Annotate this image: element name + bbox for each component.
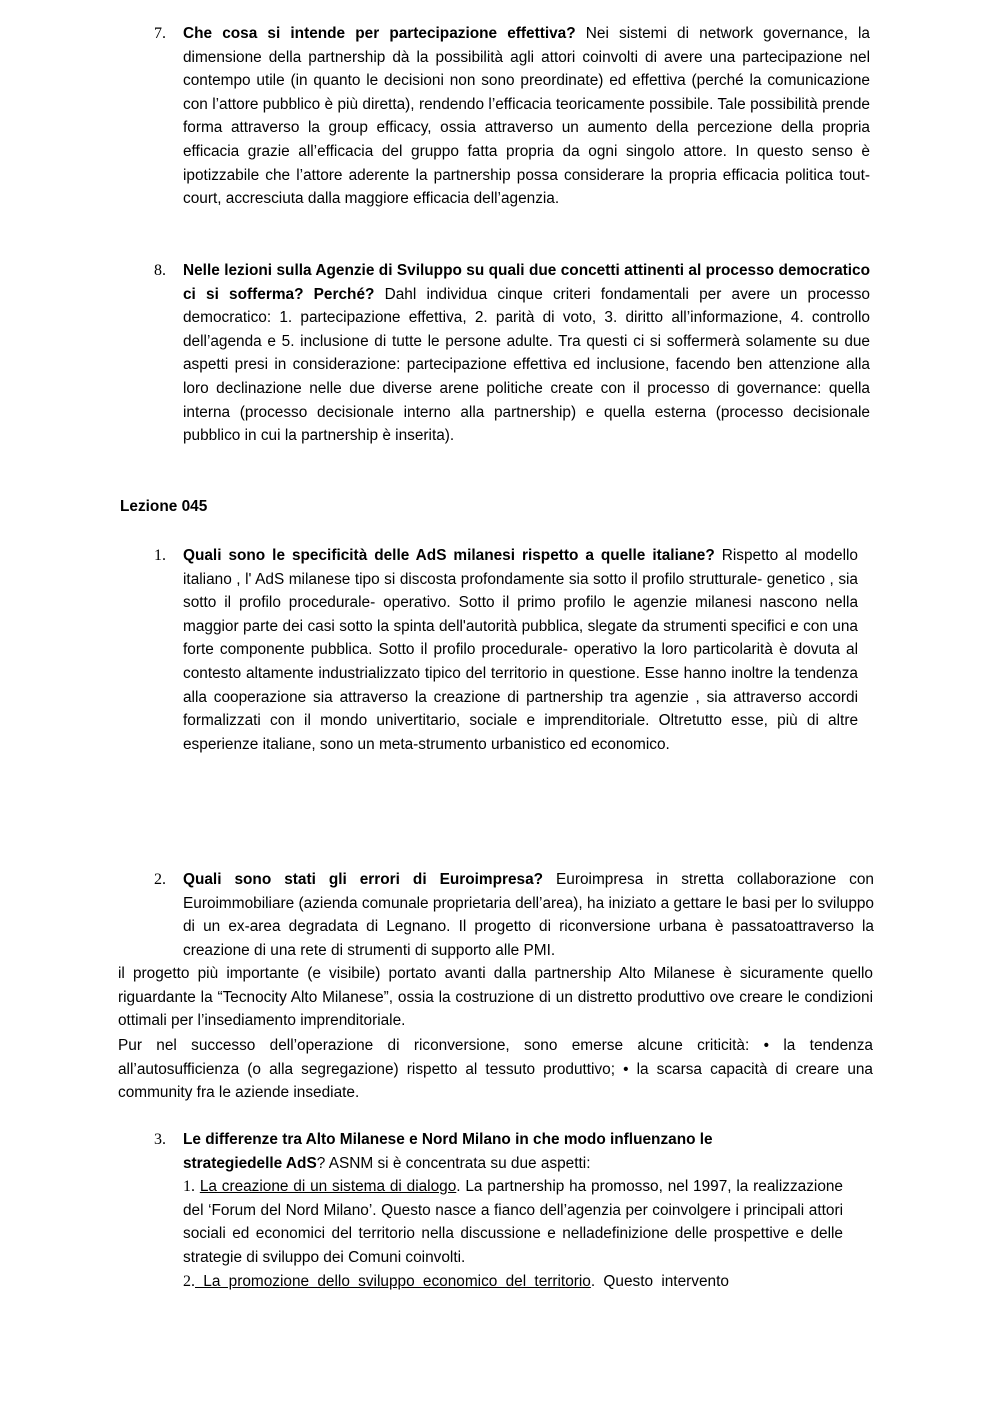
point-text: . La partnership ha promosso, nel 1997, la realizzazione del ‘Forum del Nord Milano’. Questo nasce a fianco dell’agenzia per coinvolgere i principali attori sociali ed economici del territorio nella discussione e nelladefinizione delle prospettive e delle strategie di sviluppo dei Comuni coinvolti. [183,1178,843,1266]
lesson-heading: Lezione 045 [120,498,208,515]
question-body [183,1128,843,1293]
question-text: strategiedelle AdS [183,1154,317,1172]
point-text: . Questo intervento [590,1272,729,1290]
question-number: 7. [154,25,166,42]
question-body [183,259,870,448]
question-text: Quali sono le specificità delle AdS milanesi rispetto a quelle italiane? [183,547,715,564]
question-text: Che cosa si intende per partecipazione effettiva? [183,25,576,42]
question-body [183,868,874,962]
question-number: 3. [154,1131,166,1148]
question-text: Nelle lezioni sulla Agenzie di Sviluppo su quali due concetti attinenti al processo democratico ci si sofferma? Perché? [183,262,870,303]
answer-text: Rispetto al modello italiano , l' AdS milanese tipo si discosta profondamente sia sotto il profilo strutturale- genetico , sia sotto il profilo procedurale- operativo. Sotto il primo profilo le agenzie milanesi nascono nella maggior parte dei casi sotto la spinta dell'autorità pubblica, slegate da strumenti specifici e con una forte componente pubblica. Sotto il profilo procedurale- operativo la loro particolarità è dovuta al contesto altamente industrializzato tipico del territorio in questione. Esse hanno inoltre la tendenza alla cooperazione sia attraverso la creazione di partnership tra agenzie , sia attraverso accordi formalizzati con il mondo univertitario, sociale e imprenditoriale. Oltretutto esse, più di altre esperienze italiane, sono un meta-strumento urbanistico ed economico. [183,547,858,753]
answer-text: Nei sistemi di network governance, la dimensione della partnership dà la possibilità agli attori coinvolti di avere una partecipazione nel contempo utile (in quanto le decisioni non sono preordinate) ed effettiva (perché la comunicazione con l’attore pubblico è più diretta), rendendo l’efficacia teoricamente possibile. Tale possibilità prende forma attraverso la group efficacy, ossia attraverso un aumento della percezione della propria efficacia grazie all’efficacia del gruppo fatta propria da ogni singolo attore. In questo senso è ipotizzabile che l’attore aderente la partnership possa considerare la propria efficacia politica tout-court, accresciuta dalla maggiore efficacia dell’agenzia. [183,25,870,208]
question-body [183,544,858,756]
question-number: 1. [154,547,166,564]
question-text: Quali sono stati gli errori di Euroimpresa? [183,871,544,888]
question-number: 8. [154,262,166,279]
point-title: La creazione di un sistema di dialogo [199,1178,457,1196]
question-text: Le differenze tra Alto Milanese e Nord Milano in che modo influenzano le [183,1131,713,1148]
point-number: 2. [183,1272,195,1290]
point-number: 1. [183,1178,195,1196]
answer-text: Euroimpresa in stretta collaborazione con Euroimmobiliare (azienda comunale proprietaria dell’area), ha iniziato a gettare le basi per lo sviluppo di un ex-area degradata di Legnano. Il progetto di riconversione urbana è passatoattraverso la creazione di una rete di strumenti di supporto alle PMI. [183,871,874,959]
point-title: La promozione dello sviluppo economico del territorio [195,1272,591,1290]
body-paragraph: il progetto più importante (e visibile) portato avanti dalla partnership Alto Milanese è sicuramente quello riguardante la “Tecnocity Alto Milanese”, ossia la costruzione di un distretto produttivo ove creare le condizioni ottimali per l’insediamento imprenditoriale. [118,965,873,1030]
question-number: 2. [154,871,166,888]
question-body [183,22,870,211]
answer-text: ? ASNM si è concentrata su due aspetti: [316,1154,591,1172]
answer-text: Dahl individua cinque criteri fondamentali per avere un processo democratico: 1. partecipazione effettiva, 2. parità di voto, 3. diritto all’informazione, 4. controllo dell’agenda e 5. inclusione di tutte le persone adulte. Tra questi ci si soffermerà solamente su due aspetti presi in considerazione: partecipazione effettiva ed inclusione, facendo ben attenzione alla loro declinazione nelle due diverse arene politiche create con il processo di governance: quella interna (processo decisionale interno alla partnership) e quella esterna (processo decisionale pubblico in cui la partnership è inserita). [183,285,870,445]
body-paragraph: Pur nel successo dell’operazione di riconversione, sono emerse alcune criticità: • la tendenza all’autosufficienza (o alla segregazione) rispetto al tessuto produttivo; • la scarsa capacità di creare una community fra le aziende insediate. [118,1037,873,1102]
